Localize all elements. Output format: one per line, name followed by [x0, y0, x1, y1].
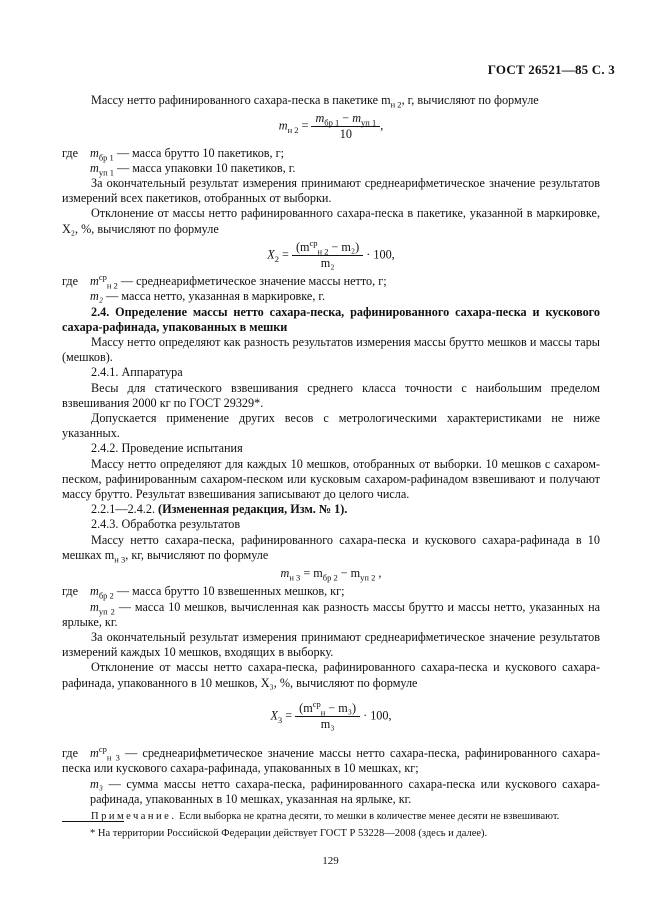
page-content — [62, 93, 600, 824]
paragraph: Массу нетто определяют как разность результатов измерения массы брутто мешков и массы тары (мешков). — [62, 335, 600, 365]
subsection-heading: 2.4.3. Обработка результатов — [91, 517, 241, 532]
page-number: 129 — [322, 855, 339, 867]
paragraph: Массу нетто сахара-песка, рафинированного сахара-песка и кускового сахара-рафинада в 10 мешках $m_{н 3}$, кг, вычисляют по формуле — [62, 532, 600, 565]
paragraph: Весы для статического взвешивания среднего класса точности с наибольшим пределом взвешивания 2000 кг по ГОСТ 29329*. — [62, 380, 600, 410]
paragraph: За окончательный результат измерения принимают среднеарифметическое значение результатов измерений каждых 10 мешков, входящих в выборку. — [62, 629, 600, 660]
where-line: где $m_{бр 2}$ — масса брутто 10 взвешенных мешков, кг; — [62, 584, 345, 601]
where-line: где $m_{бр 1}$ — масса брутто 10 пакетиков, г; — [62, 145, 285, 163]
where-line: $m_{уп 2}$ — масса 10 мешков, вычисленная как разность массы брутто и массы нетто, указанных на ярлыке, кг. — [62, 599, 601, 629]
note: Примечание. Если выборка не кратна десяти, то мешки в количестве менее десяти не взвешивают. — [91, 810, 560, 822]
paragraph: Отклонение от массы нетто рафинированного сахара-песка в пакетике, указанной в маркировке, X₂, %, вычисляют по формуле — [62, 206, 600, 236]
section-heading: 2.4. Определение массы нетто сахара-песка, рафинированного сахара-песка и кускового сахара-рафинада, упакованных в мешки — [62, 304, 600, 334]
subsection-heading: 2.4.2. Проведение испытания — [91, 441, 243, 456]
paragraph: Массу нетто рафинированного сахара-песка в пакетике $m_{н 2}$, г, вычисляют по формуле — [91, 93, 539, 110]
footnote: * На территории Российской Федерации действует ГОСТ Р 53228—2008 (здесь и далее). — [90, 828, 488, 839]
paragraph: Отклонение от массы нетто сахара-песка, рафинированного сахара-песка и кускового сахара-рафинада, упакованного в 10 мешков, X₃, %, вычисляют по формуле — [62, 660, 600, 690]
paragraph: Массу нетто определяют для каждых 10 мешков, отобранных от выборки. 10 мешков с сахаром-песком, рафинированным сахаром-песком или кусковым сахаром-рафинадом взвешивают и получают массу брутто. Результат взвешивания записывают до целого числа. — [62, 456, 600, 502]
formula-1: $m_{н 2}$ = $\frac{m_{бр 1} - m_{уп 1}}{10}$ , — [278, 111, 384, 142]
where-line: m₂ — масса нетто, указанная в маркировке, г. — [90, 289, 326, 304]
formula-3: $m_{н 3} = m_{бр 2} - m_{уп 2}$ , — [280, 566, 382, 583]
where-line: $m_{уп 1}$ — масса упаковки 10 пакетиков, г. — [90, 160, 296, 178]
where-line: где $m^{ср}_{н 3}$ — среднеарифметическое значение массы нетто сахара-песка, рафинированного сахара-песка или кускового сахара-рафинада, упакованных в 10 мешках, кг; — [62, 744, 601, 776]
page-header: ГОСТ 26521—85 С. 3 — [487, 62, 615, 77]
formula-4: $X_3$ = $\frac{(m^{ср}_н - m_3)}{\text{m₃}}$ · 100, — [270, 698, 392, 731]
where-line: m₃ — сумма массы нетто сахара-песка, рафинированного сахара-песка или кускового сахара-рафинада, упакованных в 10 мешках, указанная на ярлыке, кг. — [90, 776, 600, 806]
formula-2: $X_2$ = $\frac{(m^{ср}_{н 2} - m_2)}{\text{m₂}}$ · 100, — [267, 237, 395, 271]
paragraph: За окончательный результат измерения принимают среднеарифметическое значение результатов измерений всех пакетиков, отобранных от выборки. — [62, 176, 600, 206]
subsection-heading: 2.4.1. Аппаратура — [91, 365, 183, 380]
where-line: где $m^{ср}_{н 2}$ — среднеарифметическое значение массы нетто, г; — [62, 272, 387, 291]
paragraph: Допускается применение других весов с метрологическими характеристиками не ниже указанных. — [62, 411, 600, 441]
footnote-rule — [62, 821, 124, 822]
amendment-note: 2.2.1—2.4.2. (Измененная редакция, Изм. № 1). — [91, 502, 348, 517]
